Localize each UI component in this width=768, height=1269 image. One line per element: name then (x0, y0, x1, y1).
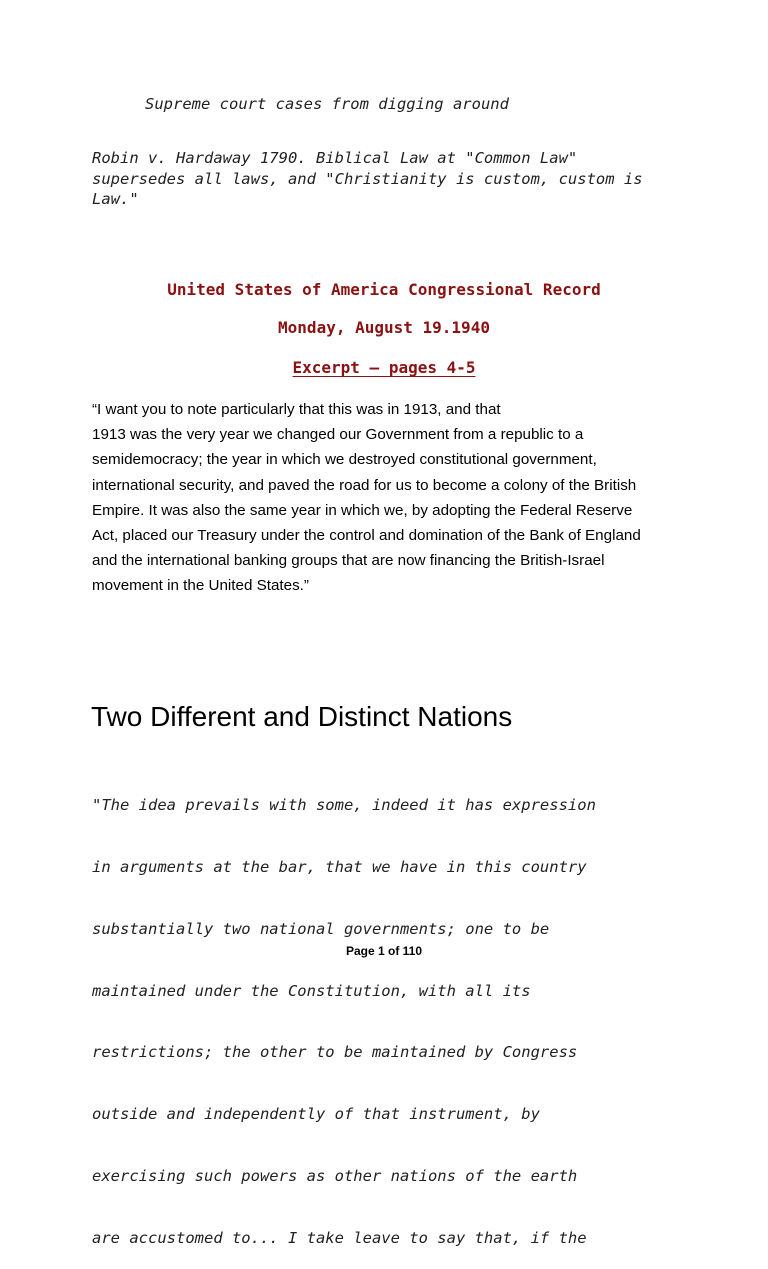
quote-line: and the international banking groups that are now financing the British-Israel (92, 552, 605, 570)
body-line: are accustomed to... I take leave to say that, if the (92, 1228, 587, 1247)
body-line: exercising such powers as other nations of the earth (92, 1166, 578, 1185)
congressional-record-excerpt (0, 358, 768, 378)
body-line: in arguments at the bar, that we have in this country (92, 857, 587, 876)
quote-line: Act, placed our Treasury under the control and domination of the Bank of England (92, 527, 641, 545)
excerpt-pages-label: Excerpt – pages 4-5 (292, 358, 476, 377)
body-line: maintained under the Constitution, with all its (92, 981, 531, 1000)
body-line: "The idea prevails with some, indeed it has expression (92, 796, 596, 815)
body-line: substantially two national governments; one to be (92, 919, 550, 938)
quote-paragraph (92, 397, 692, 599)
congressional-record-title: United States of America Congressional Record (167, 280, 601, 299)
page-number-footer: Page 1 of 110 (345, 944, 423, 958)
quote-line: 1913 was the very year we changed our Government from a republic to a (92, 426, 584, 444)
case-citation-text: Robin v. Hardaway 1790. Biblical Law at "Common Law" supersedes all laws, and "Christianity is custom, custom is Law." (92, 149, 652, 208)
section-heading: Two Different and Distinct Nations (91, 701, 513, 732)
intro-heading: Supreme court cases from digging around (145, 95, 509, 113)
congressional-record-date: Monday, August 19.1940 (278, 318, 490, 337)
section-body-paragraph (92, 754, 692, 1269)
quote-line: “I want you to note particularly that this was in 1913, and that (92, 401, 501, 418)
quote-line: Empire. It was also the same year in which we, by adopting the Federal Reserve (92, 501, 633, 519)
quote-line: semidemocracy; the year in which we destroyed constitutional government, (92, 451, 597, 469)
body-line: restrictions; the other to be maintained by Congress (92, 1043, 578, 1062)
quote-line: movement in the United States.” (92, 577, 309, 595)
body-line: outside and independently of that instrument, by (92, 1105, 540, 1124)
quote-line: international security, and paved the road for us to become a colony of the British (92, 476, 637, 494)
